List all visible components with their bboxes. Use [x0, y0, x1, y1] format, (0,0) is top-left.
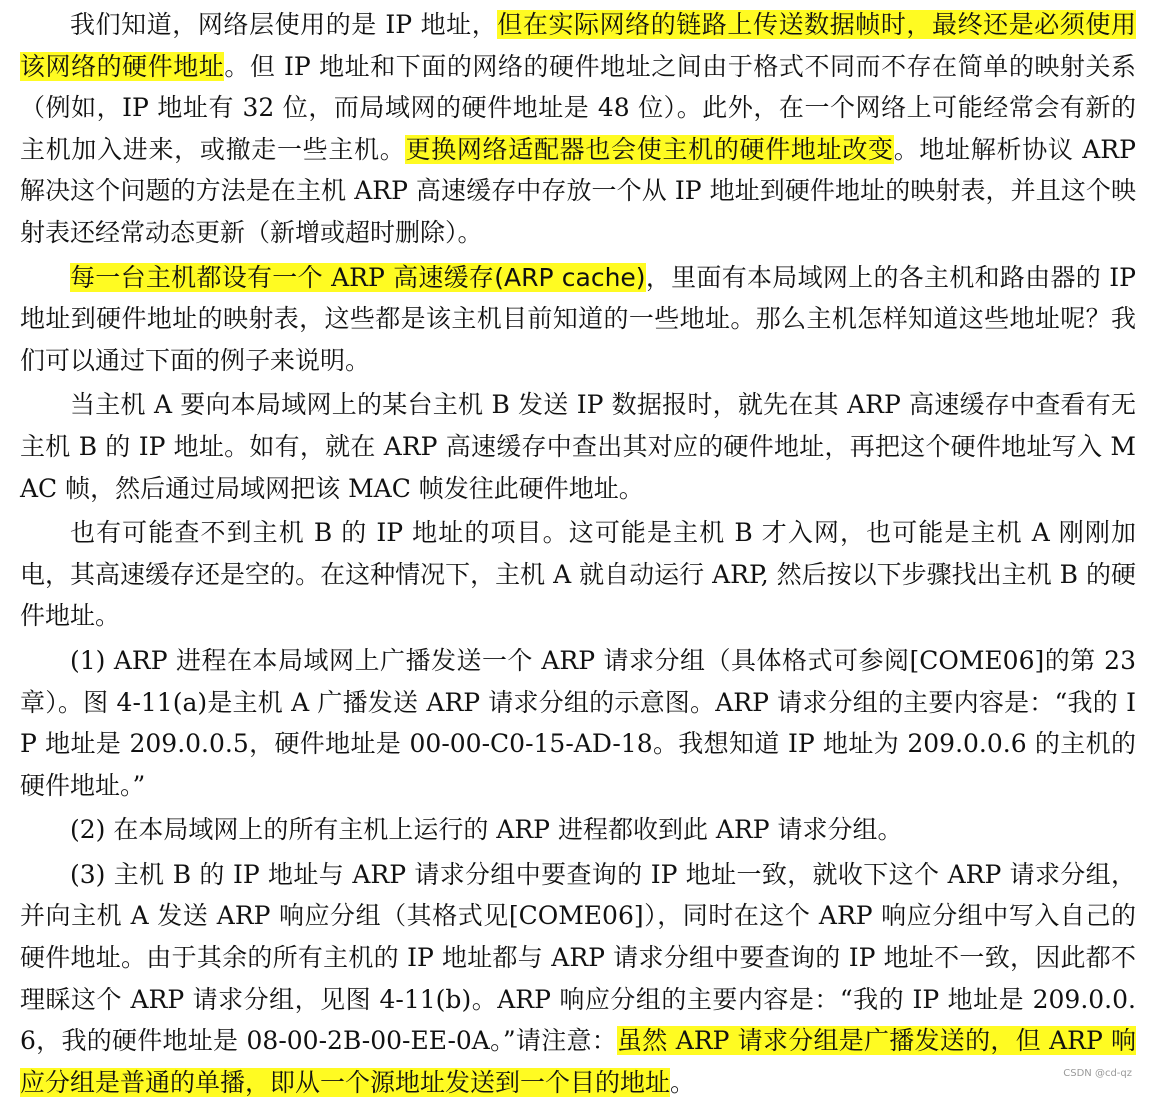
- paragraph: [20, 640, 1136, 806]
- paragraph: [20, 4, 1136, 254]
- text-run: 。: [670, 1068, 695, 1097]
- text-run: 上的某台主机 B 发送 IP 数据报时，就先在其 ARP 高速缓存中查看有无主机 B 的 IP 地址。如有，就在 ARP 高速缓存中查出其对应的硬件地址，再把这个硬件地址写入 MAC 帧，然后通过局域网把该 MAC 帧发往此硬件地址。: [20, 390, 1136, 502]
- highlighted-text: 更换网络适配器也会使主机的硬件地址改变: [405, 135, 893, 164]
- text-run: 也有可能查不到主机 B 的 IP 地址的项目。这可能是主机 B 才入网，也可能是主机 A 刚刚加电，其高速缓存还是空的。在这种情况下，主机 A 就自动运行 ARP, 然后按以下步骤找出主机 B 的硬件地址。: [20, 518, 1136, 630]
- paragraph: [20, 809, 1136, 851]
- highlighted-text: 每一台主机都设有一个 ARP: [70, 263, 393, 292]
- text-run: ARP 解决这个问题的方法是在主机 ARP 高速缓存中存放一个从 IP 地址到硬件地址的映射表，并且这个映射表还经常动态更新（新增或超时删除）。: [20, 135, 1136, 247]
- watermark: CSDN @cd-qz: [1063, 1068, 1132, 1079]
- bold-term: 本局域网: [231, 390, 332, 419]
- bold-term: 地址解析协议: [919, 135, 1073, 164]
- text-run: 。但 IP 地址和下面的网络的硬件地址之间由于格式不同而不存在简单的映射关系（例如，IP 地址有 32 位，而局域网的硬件地址是 48 位）。此外，在一个网络上可能经常会有新的主机加入进来，或撤走一些主机。: [20, 52, 1136, 164]
- text-run: (3) 主机 B 的 IP 地址与 ARP 请求分组中要查询的 IP 地址一致，就收下这个 ARP 请求分组，并向主机 A 发送 ARP 响应分组（其格式见[COME06]），同时在这个 ARP 响应分组中写入自己的硬件地址。由于其余的所有主机的 IP 地址都与 ARP 请求分组中要查询的 IP 地址不一致，因此都不理睬这个 ARP 请求分组，见图 4-11(b)。ARP 响应分组的主要内容是：“我的 IP 地址是 209.0.0.6，我的硬件地址是 08-00-2B-00-EE-0A。”请注意：: [20, 860, 1136, 1055]
- highlighted-text: 但在实际网络的链路上传送数据帧时，最终还是必须使用该网络的硬件地址: [20, 10, 1136, 81]
- paragraph: [20, 512, 1136, 637]
- bold-term: 本局域网上: [747, 263, 873, 292]
- text-run: ，里面有: [646, 263, 747, 292]
- highlighted-text: 高速缓存(ARP cache): [393, 263, 645, 292]
- text-run: 。: [894, 135, 920, 164]
- text-run: 我们知道，网络层使用的是 IP 地址，: [70, 10, 497, 39]
- text-run: (2) 在本局域网上的所有主机上运行的 ARP 进程都收到此 ARP 请求分组。: [70, 815, 903, 844]
- paragraph: [20, 854, 1136, 1103]
- text-run: 当主机 A 要向: [70, 390, 231, 419]
- text-run: 的各主机和路由器的 IP 地址到硬件地址的映射表，这些都是该主机目前知道的一些地址。那么主机怎样知道这些地址呢？我们可以通过下面的例子来说明。: [20, 263, 1136, 375]
- highlighted-text: 虽然 ARP 请求分组是广播发送的，但 ARP 响应分组是普通的单播，即从一个源地址发送到一个目的地址: [20, 1026, 1136, 1097]
- paragraph: [20, 384, 1136, 509]
- text-run: (1) ARP 进程在本局域网上广播发送一个 ARP 请求分组（具体格式可参阅[COME06]的第 23 章）。图 4-11(a)是主机 A 广播发送 ARP 请求分组的示意图。ARP 请求分组的主要内容是：“我的 IP 地址是 209.0.0.5，硬件地址是 00-00-C0-15-AD-18。我想知道 IP 地址为 209.0.0.6 的主机的硬件地址。”: [20, 646, 1136, 800]
- paragraph: [20, 257, 1136, 382]
